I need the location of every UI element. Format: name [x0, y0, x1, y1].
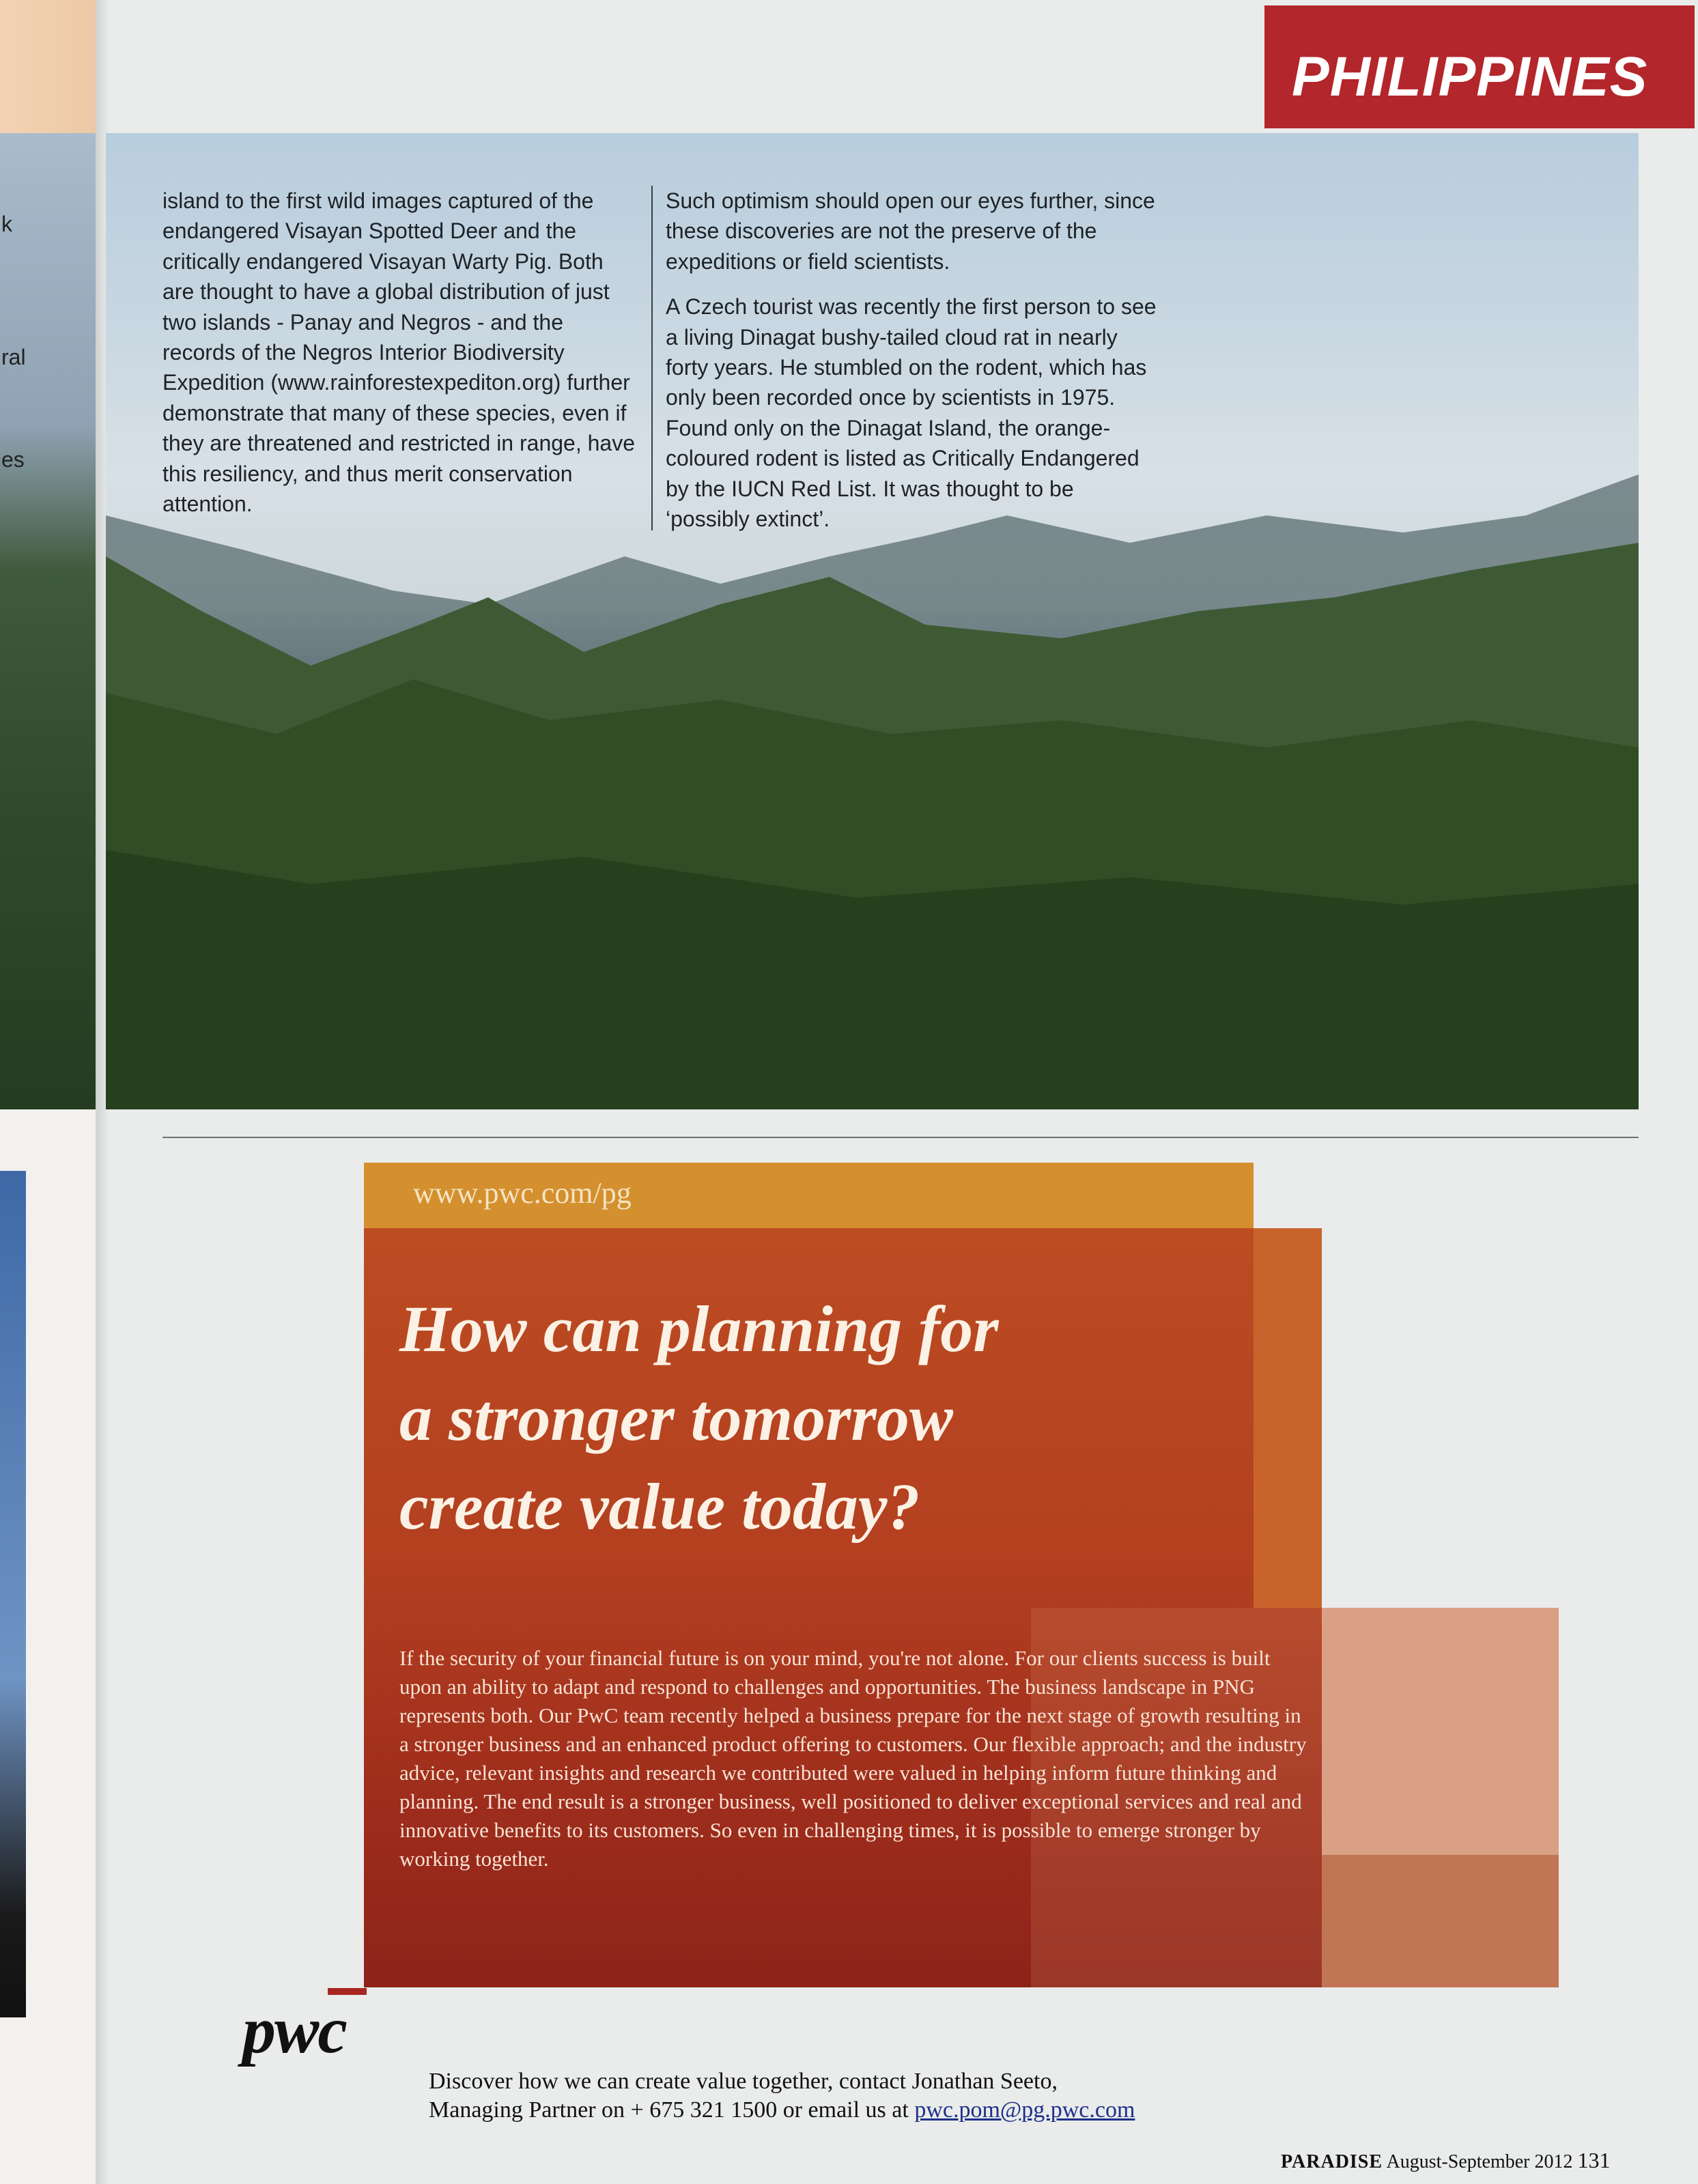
- ad-headline: [399, 1285, 1287, 1551]
- adjacent-page-photo: [0, 133, 106, 1109]
- contact-email-link[interactable]: pwc.pom@pg.pwc.com: [914, 2097, 1135, 2123]
- issue-date: August-September 2012: [1386, 2151, 1573, 2172]
- ad-url: www.pwc.com/pg: [413, 1176, 632, 1210]
- ad-contact-line: [429, 2096, 1135, 2125]
- adjacent-page-blue-photo: [0, 1171, 26, 2017]
- adjacent-page-peach-block: [0, 0, 106, 133]
- section-tag: [1264, 5, 1695, 128]
- adjacent-text-fragment: k: [1, 212, 12, 236]
- article-paragraph: A Czech tourist was recently the first person to see a living Dinagat bushy-tailed cloud rat in nearly forty years. He stumbled on the rodent, which has only been recorded once by scientists in 1975. Found only on the Dinagat Island, the orange-coloured rodent is listed as Critically Endangered by the IUCN Red List. It was thought to be ‘possibly extinct’.: [666, 294, 1157, 532]
- article-paragraph: Such optimism should open our eyes further, since these discoveries are not the preserve of the expeditions or field scientists.: [666, 188, 1155, 274]
- ad-contact: [429, 2067, 1135, 2125]
- adjacent-text-fragment: es: [1, 447, 25, 472]
- page-number: 131: [1577, 2148, 1611, 2172]
- ad-side-block-dark: [1322, 1855, 1559, 1987]
- adjacent-text-fragment: ral: [1, 345, 26, 369]
- section-tag-label: PHILIPPINES: [1292, 46, 1648, 108]
- article-column-1: [162, 186, 640, 534]
- ad-headline-line: How can planning for: [399, 1292, 999, 1365]
- magazine-name: PARADISE: [1281, 2151, 1383, 2172]
- adjacent-page-strip: [0, 0, 102, 2184]
- pwc-logo: pwc: [242, 1994, 346, 2067]
- article-column-2: [666, 186, 1157, 549]
- ad-side-block-light: [1322, 1608, 1559, 1855]
- ad-contact-prefix: Managing Partner on + 675 321 1500 or email us at: [429, 2097, 909, 2123]
- ad-headline-line: a stronger tomorrow: [399, 1381, 953, 1454]
- ad-body-copy: If the security of your financial future is on your mind, you're not alone. For our clients success is built upon an ability to adapt and respond to challenges and opportunities. The business landscape in PNG represents both. Our PwC team recently helped a business prepare for the next stage of growth resulting in a stronger business and an enhanced product offering to customers. Our flexible approach; and the industry advice, relevant insights and research we contributed were valued in helping inform future thinking and planning. The end result is a stronger business, well positioned to deliver exceptional services and real and innovative benefits to its customers. So even in challenging times, it is possible to emerge stronger by working together.: [399, 1646, 1307, 1871]
- article-paragraph: island to the first wild images captured of the endangered Visayan Spotted Deer and the critically endangered Visayan Warty Pig. Both are thought to have a global distribution of just two islands - Panay and Negros - and the records of the Negros Interior Biodiversity Expedition (www.rainforestexpediton.org) further demonstrate that many of these species, even if they are threatened and restricted in range, have this resiliency, and thus merit conservation attention.: [162, 188, 635, 517]
- column-divider: [651, 186, 653, 530]
- ad-headline-line: create value today?: [399, 1470, 920, 1543]
- ad-contact-line: Discover how we can create value together, contact Jonathan Seeto,: [429, 2069, 1058, 2094]
- page-footer: [1281, 2148, 1611, 2173]
- section-separator: [162, 1137, 1639, 1138]
